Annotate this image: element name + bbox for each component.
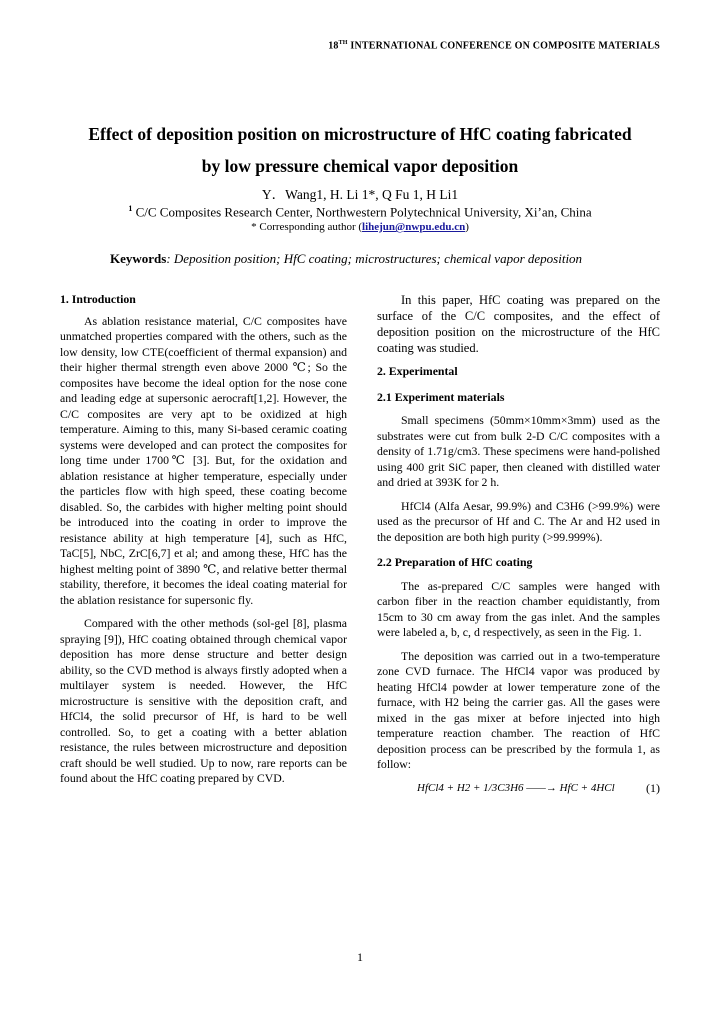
paragraph: The deposition was carried out in a two-temperature zone CVD furnace. The HfCl4 vapor was produced by heating HfCl4 powder at lower temperature zone of the furnace, with H2 being the carrier gas. All the gases were mixed in the gas mixer at before injected into high temperature reaction chamber. The reaction of HfC deposition process can be prescribed by the formula 1, as follow: <box>377 648 660 771</box>
paragraph: In this paper, HfC coating was prepared on the surface of the C/C composites, and the effect of deposition position on the microstructure of the HfC coating was studied. <box>377 293 660 355</box>
affiliation: $^1$ C/C Composites Research Center, Northwestern Polytechnical University, Xi’an, China <box>128 204 592 220</box>
paragraph: Compared with the other methods (sol-gel [8], plasma spraying [9]), HfC coating obtained through chemical vapor deposition has more dense structure and better design ability, so the CVD method is always firstly adopted when a multilayer system is needed. However, the HfC microstructure is sensitive with the deposition craft, and HfCl4, the solid precursor of Hf, is hard to be well controlled. So, to get a coating with a better ablation resistance, the rules between microstructure and deposition craft should be well studied. Up to now, rare reports can be found about the HfC coating prepared by CVD. <box>60 616 347 785</box>
conference-header: 18TH INTERNATIONAL CONFERENCE ON COMPOSITE MATERIALS <box>328 40 660 52</box>
paper-title: Effect of deposition position on microstructure of HfC coating fabricated by low pressure chemical vapor deposition <box>88 124 632 176</box>
left-column <box>60 292 347 795</box>
page-number: 1 <box>357 950 363 964</box>
section-heading-experimental: 2. Experimental <box>377 364 458 378</box>
subsection-heading-preparation: 2.2 Preparation of HfC coating <box>377 555 533 569</box>
author-email-link[interactable]: lihejun@nwpu.edu.cn <box>362 221 466 233</box>
subsection-heading-materials: 2.1 Experiment materials <box>377 389 505 404</box>
equation <box>377 781 660 797</box>
corresponding-author: * Corresponding author (lihejun@nwpu.edu.cn) <box>251 221 469 233</box>
equation-body: HfCl4 + H2 + 1/3C3H6 ——→ HfC + 4HCl <box>417 781 615 794</box>
author-list: Y．Wang1, H. Li 1*, Q Fu 1, H Li1 <box>261 187 459 202</box>
equation-number: (1) <box>646 780 660 795</box>
paragraph: As ablation resistance material, C/C composites have unmatched properties compared with the others, such as the low density, low CTE(coefficient of thermal expansion) and their higher thermal strength even above 2000 ℃; So the composites have become the ideal option for the nose cone and leading edge at supersonic aerocraft[1,2]. However, the C/C composites are very apt to be oxidized at high temperature. Aiming to this, many Si-based ceramic coating systems were developed and can protect the composites for long time under 1700℃ [3]. But, for the oxidation and ablation resistance at higher temperature, especially under the particles flow with high speed, these coating become disabled. So, the carbides with higher melting point should be introduced into the coating in order to improve the resistance ability at high temperature [4], such as HfC, TaC[5], NbC, ZrC[6,7] et al; and among these, HfC has the highest melting point of 3890 ℃, and relative better thermal stability, therefore, it becomes the ideal coating material for the ablation resistance for supersonic fly. <box>60 313 347 607</box>
paragraph: Small specimens (50mm×10mm×3mm) used as the substrates were cut from bulk 2-D C/C composites with a density of 1.71g/cm3. These specimens were hand-polished using 400 grit SiC paper, then cleaned with distilled water and dried at 393K for 2 h. <box>377 413 660 489</box>
keywords: Keywords: Deposition position; HfC coating; microstructures; chemical vapor deposition <box>110 251 583 266</box>
paragraph: HfCl4 (Alfa Aesar, 99.9%) and C3H6 (>99.9%) were used as the precursor of Hf and C. The Ar and H2 used in the deposition are both high purity (>99.999%). <box>377 498 660 544</box>
section-heading-introduction: 1. Introduction <box>60 292 136 306</box>
paragraph: The as-prepared C/C samples were hanged with carbon fiber in the reaction chamber equidistantly, from 15cm to 30 cm away from the gas inlet. And the samples were labeled a, b, c, d respectively, as seen in the Fig. 1. <box>377 578 660 639</box>
right-column <box>377 292 660 796</box>
